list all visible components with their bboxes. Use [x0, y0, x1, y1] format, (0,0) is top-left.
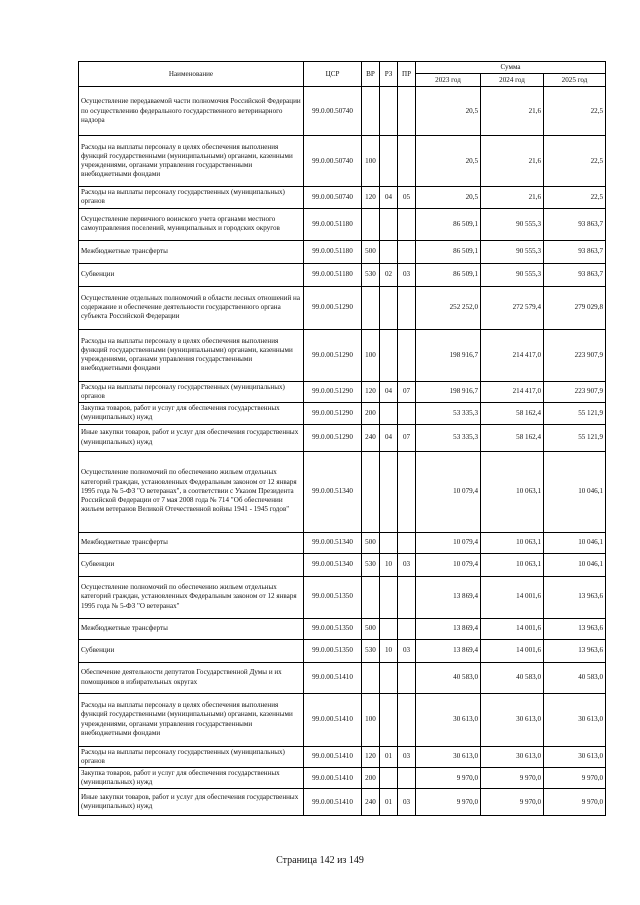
row-sum-2024: 21,6 [481, 187, 544, 208]
row-csr: 99.0.00.51290 [304, 381, 362, 402]
row-sum-2024: 10 063,1 [481, 532, 544, 553]
row-csr: 99.0.00.51350 [304, 639, 362, 662]
row-rz [380, 136, 398, 187]
row-vr: 100 [362, 136, 380, 187]
table-row [79, 381, 606, 402]
row-name: Расходы на выплаты персоналу в целях обеспечения выполнения функций государственными (муниципальными) органами, казенными учреждениями, органами управления государственными внебюджетными фондами [79, 693, 304, 746]
row-rz [380, 451, 398, 532]
row-pr [398, 451, 416, 532]
row-rz [380, 87, 398, 136]
row-csr: 99.0.00.51410 [304, 789, 362, 816]
row-sum-2025: 223 907,9 [544, 381, 606, 402]
row-sum-2025: 93 863,7 [544, 263, 606, 286]
budget-table [78, 61, 606, 816]
row-sum-2024: 10 063,1 [481, 451, 544, 532]
row-pr [398, 87, 416, 136]
row-sum-2023: 9 970,0 [416, 789, 481, 816]
table-row [79, 424, 606, 451]
row-sum-2025: 10 046,1 [544, 451, 606, 532]
row-rz [380, 767, 398, 788]
row-csr: 99.0.00.51290 [304, 329, 362, 381]
table-row [79, 263, 606, 286]
row-csr: 99.0.00.51410 [304, 662, 362, 693]
row-vr [362, 87, 380, 136]
table-row [79, 208, 606, 240]
row-sum-2023: 10 079,4 [416, 553, 481, 576]
row-sum-2023: 40 583,0 [416, 662, 481, 693]
header-year-2023: 2023 год [416, 74, 481, 87]
row-pr [398, 576, 416, 618]
row-sum-2024: 14 001,6 [481, 618, 544, 639]
row-name: Осуществление передаваемой части полномочия Российской Федерации по осуществлению федерального государственного ветеринарного надзора [79, 87, 304, 136]
row-sum-2023: 9 970,0 [416, 767, 481, 788]
row-sum-2024: 40 583,0 [481, 662, 544, 693]
row-sum-2023: 13 869,4 [416, 618, 481, 639]
row-vr: 500 [362, 618, 380, 639]
row-sum-2025: 55 121,9 [544, 403, 606, 424]
row-name: Осуществление полномочий по обеспечению жильем отдельных категорий граждан, установленных Федеральным законом от 12 января 1995 года № 5-ФЗ "О ветеранах" [79, 576, 304, 618]
table-row [79, 403, 606, 424]
header-rz: РЗ [380, 62, 398, 87]
row-pr: 03 [398, 746, 416, 767]
row-vr: 200 [362, 403, 380, 424]
table-row [79, 286, 606, 329]
row-sum-2024: 272 579,4 [481, 286, 544, 329]
row-sum-2023: 13 869,4 [416, 639, 481, 662]
row-name: Закупка товаров, работ и услуг для обеспечения государственных (муниципальных) нужд [79, 767, 304, 788]
row-sum-2024: 14 001,6 [481, 576, 544, 618]
table-row [79, 87, 606, 136]
table-row [79, 576, 606, 618]
row-rz: 10 [380, 553, 398, 576]
row-csr: 99.0.00.51410 [304, 767, 362, 788]
table-row [79, 553, 606, 576]
row-sum-2025: 223 907,9 [544, 329, 606, 381]
row-sum-2023: 252 252,0 [416, 286, 481, 329]
row-vr: 100 [362, 329, 380, 381]
row-vr: 530 [362, 553, 380, 576]
row-sum-2023: 86 509,1 [416, 240, 481, 263]
header-pr: ПР [398, 62, 416, 87]
table-row [79, 187, 606, 208]
row-sum-2023: 198 916,7 [416, 381, 481, 402]
row-name: Субвенции [79, 263, 304, 286]
row-pr: 03 [398, 789, 416, 816]
row-pr [398, 403, 416, 424]
row-sum-2025: 22,5 [544, 187, 606, 208]
row-sum-2024: 58 162,4 [481, 403, 544, 424]
row-csr: 99.0.00.51410 [304, 693, 362, 746]
row-sum-2025: 30 613,0 [544, 746, 606, 767]
row-sum-2024: 9 970,0 [481, 789, 544, 816]
row-pr [398, 532, 416, 553]
row-rz [380, 693, 398, 746]
row-sum-2025: 22,5 [544, 87, 606, 136]
row-name: Закупка товаров, работ и услуг для обеспечения государственных (муниципальных) нужд [79, 403, 304, 424]
row-rz [380, 286, 398, 329]
row-csr: 99.0.00.50740 [304, 87, 362, 136]
row-pr: 03 [398, 553, 416, 576]
row-sum-2025: 93 863,7 [544, 240, 606, 263]
row-pr: 07 [398, 381, 416, 402]
header-year-2025: 2025 год [544, 74, 606, 87]
row-name: Иные закупки товаров, работ и услуг для обеспечения государственных (муниципальных) нужд [79, 424, 304, 451]
row-rz: 04 [380, 381, 398, 402]
row-sum-2025: 40 583,0 [544, 662, 606, 693]
header-name: Наименование [79, 62, 304, 87]
row-rz [380, 208, 398, 240]
row-sum-2023: 30 613,0 [416, 746, 481, 767]
row-name: Межбюджетные трансферты [79, 618, 304, 639]
row-sum-2024: 14 001,6 [481, 639, 544, 662]
row-vr: 120 [362, 746, 380, 767]
row-sum-2023: 198 916,7 [416, 329, 481, 381]
row-pr: 03 [398, 263, 416, 286]
row-name: Субвенции [79, 553, 304, 576]
row-pr [398, 329, 416, 381]
table-row [79, 767, 606, 788]
row-vr: 530 [362, 263, 380, 286]
row-name: Иные закупки товаров, работ и услуг для обеспечения государственных (муниципальных) нужд [79, 789, 304, 816]
row-name: Осуществление отдельных полномочий в области лесных отношений на содержание и обеспечение деятельности государственного органа субъекта Российской Федерации [79, 286, 304, 329]
row-vr [362, 208, 380, 240]
table-row [79, 618, 606, 639]
row-sum-2023: 10 079,4 [416, 451, 481, 532]
table-row [79, 136, 606, 187]
row-sum-2023: 20,5 [416, 136, 481, 187]
row-sum-2023: 86 509,1 [416, 208, 481, 240]
row-sum-2024: 214 417,0 [481, 329, 544, 381]
table-row [79, 639, 606, 662]
table-row [79, 662, 606, 693]
row-rz [380, 403, 398, 424]
row-name: Расходы на выплаты персоналу государственных (муниципальных) органов [79, 187, 304, 208]
row-vr [362, 286, 380, 329]
table-row [79, 240, 606, 263]
row-sum-2023: 20,5 [416, 187, 481, 208]
row-sum-2024: 21,6 [481, 136, 544, 187]
row-pr [398, 693, 416, 746]
row-sum-2025: 13 963,6 [544, 576, 606, 618]
row-sum-2024: 30 613,0 [481, 746, 544, 767]
row-csr: 99.0.00.51180 [304, 240, 362, 263]
row-sum-2024: 58 162,4 [481, 424, 544, 451]
row-name: Расходы на выплаты персоналу государственных (муниципальных) органов [79, 381, 304, 402]
row-vr: 120 [362, 187, 380, 208]
row-pr [398, 136, 416, 187]
row-sum-2024: 30 613,0 [481, 693, 544, 746]
table-row [79, 693, 606, 746]
row-name: Межбюджетные трансферты [79, 240, 304, 263]
row-vr: 240 [362, 424, 380, 451]
table-row [79, 329, 606, 381]
row-pr [398, 240, 416, 263]
row-rz: 04 [380, 424, 398, 451]
row-rz: 01 [380, 789, 398, 816]
row-rz [380, 240, 398, 263]
table-row [79, 451, 606, 532]
row-pr [398, 618, 416, 639]
row-csr: 99.0.00.50740 [304, 136, 362, 187]
row-sum-2023: 86 509,1 [416, 263, 481, 286]
row-pr [398, 286, 416, 329]
row-rz [380, 532, 398, 553]
row-sum-2025: 9 970,0 [544, 789, 606, 816]
header-sum: Сумма [416, 62, 606, 74]
row-sum-2025: 13 963,6 [544, 639, 606, 662]
row-pr: 05 [398, 187, 416, 208]
row-sum-2025: 22,5 [544, 136, 606, 187]
row-rz [380, 662, 398, 693]
row-vr: 100 [362, 693, 380, 746]
row-pr [398, 767, 416, 788]
row-sum-2023: 30 613,0 [416, 693, 481, 746]
row-sum-2024: 10 063,1 [481, 553, 544, 576]
row-rz: 04 [380, 187, 398, 208]
header-csr: ЦСР [304, 62, 362, 87]
row-csr: 99.0.00.51290 [304, 424, 362, 451]
row-sum-2025: 10 046,1 [544, 553, 606, 576]
row-name: Расходы на выплаты персоналу государственных (муниципальных) органов [79, 746, 304, 767]
row-csr: 99.0.00.51340 [304, 532, 362, 553]
row-sum-2025: 55 121,9 [544, 424, 606, 451]
row-name: Расходы на выплаты персоналу в целях обеспечения выполнения функций государственными (муниципальными) органами, казенными учреждениями, органами управления государственными внебюджетными фондами [79, 136, 304, 187]
table-row [79, 789, 606, 816]
row-rz: 02 [380, 263, 398, 286]
row-sum-2025: 279 029,8 [544, 286, 606, 329]
row-sum-2024: 90 555,3 [481, 240, 544, 263]
row-pr: 07 [398, 424, 416, 451]
table-body [79, 87, 606, 816]
row-csr: 99.0.00.51340 [304, 553, 362, 576]
row-sum-2025: 10 046,1 [544, 532, 606, 553]
row-rz: 01 [380, 746, 398, 767]
row-name: Межбюджетные трансферты [79, 532, 304, 553]
row-csr: 99.0.00.51340 [304, 451, 362, 532]
row-sum-2024: 214 417,0 [481, 381, 544, 402]
row-name: Субвенции [79, 639, 304, 662]
row-vr [362, 662, 380, 693]
row-name: Осуществление первичного воинского учета органами местного самоуправления поселений, муниципальных и городских округов [79, 208, 304, 240]
row-sum-2023: 10 079,4 [416, 532, 481, 553]
row-pr [398, 208, 416, 240]
row-csr: 99.0.00.51350 [304, 576, 362, 618]
row-sum-2024: 90 555,3 [481, 263, 544, 286]
row-vr [362, 451, 380, 532]
row-sum-2025: 9 970,0 [544, 767, 606, 788]
row-csr: 99.0.00.51180 [304, 208, 362, 240]
row-rz [380, 618, 398, 639]
row-rz: 10 [380, 639, 398, 662]
row-sum-2024: 21,6 [481, 87, 544, 136]
page-number: Страница 142 из 149 [276, 855, 364, 866]
row-vr: 500 [362, 240, 380, 263]
row-csr: 99.0.00.51290 [304, 403, 362, 424]
row-name: Осуществление полномочий по обеспечению жильем отдельных категорий граждан, установленных Федеральным законом от 12 января 1995 года № 5-ФЗ "О ветеранах", в соответствии с Указом Президента Российской Федерации от 7 мая 2008 года № 714 "Об обеспечении жильем ветеранов Великой Отечественной войны 1941 - 1945 годов" [79, 451, 304, 532]
row-vr: 200 [362, 767, 380, 788]
row-vr: 530 [362, 639, 380, 662]
row-pr: 03 [398, 639, 416, 662]
row-sum-2023: 20,5 [416, 87, 481, 136]
row-pr [398, 662, 416, 693]
row-csr: 99.0.00.51180 [304, 263, 362, 286]
row-csr: 99.0.00.51410 [304, 746, 362, 767]
row-sum-2025: 13 963,6 [544, 618, 606, 639]
row-name: Расходы на выплаты персоналу в целях обеспечения выполнения функций государственными (муниципальными) органами, казенными учреждениями, органами управления государственными внебюджетными фондами [79, 329, 304, 381]
row-rz [380, 329, 398, 381]
row-name: Обеспечение деятельности депутатов Государственной Думы и их помощников в избирательных округах [79, 662, 304, 693]
row-sum-2023: 53 335,3 [416, 424, 481, 451]
row-sum-2024: 90 555,3 [481, 208, 544, 240]
header-vr: ВР [362, 62, 380, 87]
header-year-2024: 2024 год [481, 74, 544, 87]
row-rz [380, 576, 398, 618]
row-csr: 99.0.00.51350 [304, 618, 362, 639]
row-sum-2023: 13 869,4 [416, 576, 481, 618]
table-row [79, 532, 606, 553]
row-csr: 99.0.00.50740 [304, 187, 362, 208]
row-sum-2024: 9 970,0 [481, 767, 544, 788]
row-vr: 120 [362, 381, 380, 402]
row-sum-2023: 53 335,3 [416, 403, 481, 424]
row-vr [362, 576, 380, 618]
row-sum-2025: 93 863,7 [544, 208, 606, 240]
row-vr: 240 [362, 789, 380, 816]
row-csr: 99.0.00.51290 [304, 286, 362, 329]
row-sum-2025: 30 613,0 [544, 693, 606, 746]
row-vr: 500 [362, 532, 380, 553]
table-row [79, 746, 606, 767]
